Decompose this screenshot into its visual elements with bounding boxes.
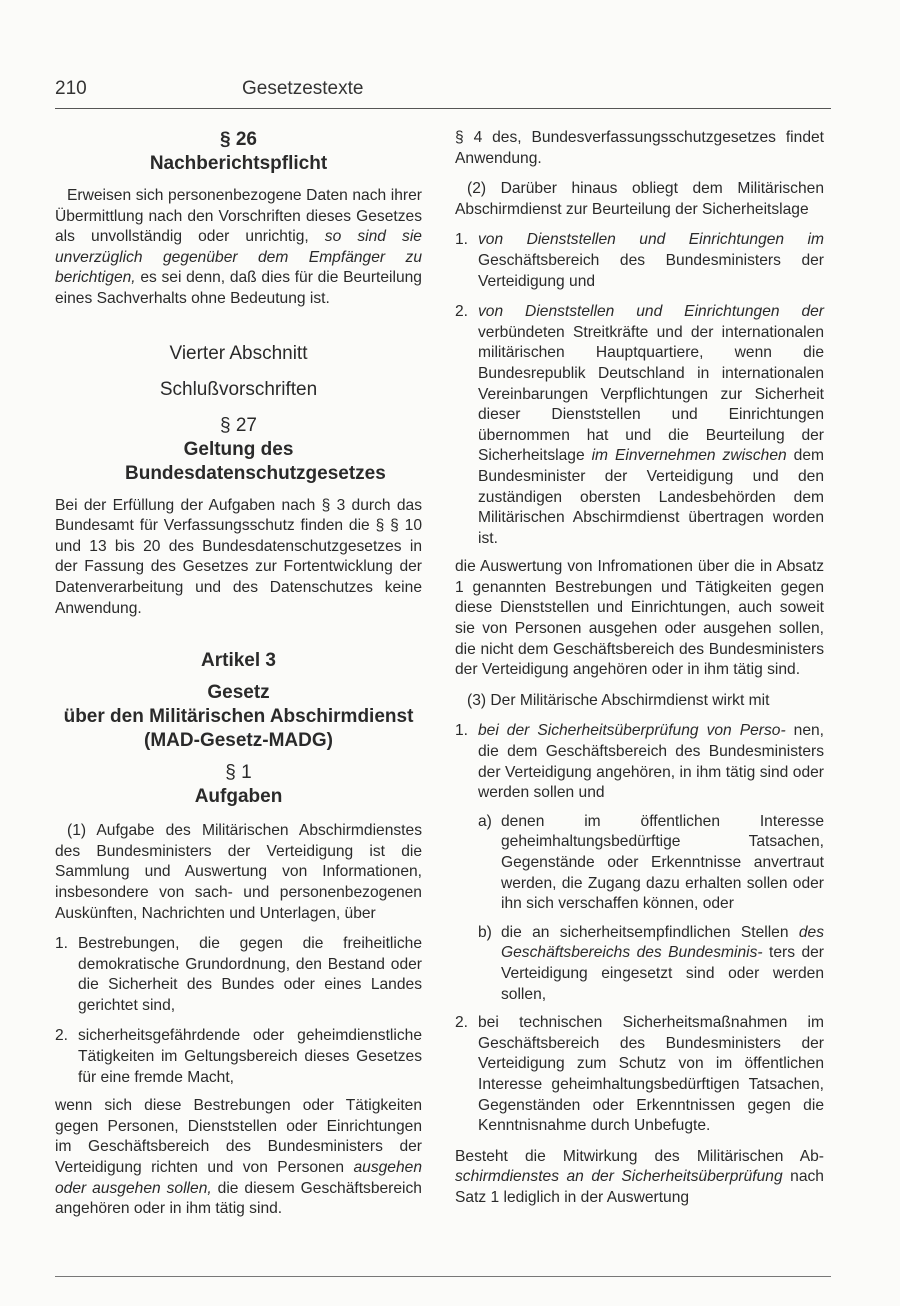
s1-close-b: ausgehen oder ausgehen sollen, [55,1159,422,1197]
artikel-heading: Artikel 3 [201,650,276,672]
abs2-closing: die Auswertung von Infromationen über die in Absatz 1 genannten Bestrebungen und Tätigkeiten gegen diese Dienststellen und Einrichtungen, auch soweit sie von Personen ausgehen oder ausgehen sollen, die nicht dem Geschäftsbereich des Bundesministers der Verteidigung angehören oder in ihm tätig sind. [455,558,824,679]
section-1-abs1: (1) Aufgabe des Militärischen Abschirmdienstes des Bundesministers der Verteidigung ist die Sammlung und Auswertung von Informationen, insbesondere von sach- und personenbezogenen Auskünften, Nachrichten und Unterlagen, über [55,822,422,922]
close-b: schirmdienstes an der Sicherheitsüberprüfung [455,1168,783,1186]
sublist-item-text-italic: des Geschäftsbereichs des Bundesminis- [501,923,824,962]
gesetz-title-1: Gesetz [207,682,270,704]
section-1-number: § 1 [225,762,252,784]
list-item-text-italic: bei der Sicherheitsüberprüfung von Perso- [478,722,786,740]
section-26-number: § 26 [220,129,257,150]
sublist-item-text: die an sicherheitsempfindlichen Stellen [501,923,789,941]
schlussvorschriften-heading: Schlußvorschriften [159,378,318,400]
list-item [455,721,824,803]
s26-text-c: es sei denn, daß dies für die Beurteilung eines Sachverhalts ohne Bedeutung ist. [55,269,422,307]
section-1-title: Aufgaben [194,786,283,808]
running-title: Gesetzestexte [242,78,364,99]
sublist-item [455,812,824,915]
footer-rule [55,1276,831,1277]
list-item [55,1026,422,1088]
right-column [455,128,824,1209]
section-27-title: Geltung des Bundesdatenschutzgesetzes [125,438,386,484]
section-27-number: § 27 [220,414,257,436]
list-item-text: Geschäftsbereich des Bundesministers der Verteidigung und [478,251,824,290]
close-a: Besteht die Mitwirkung des Militärischen Ab- [455,1147,824,1165]
gesetz-title-3: (MAD-Gesetz-MADG) [144,730,333,752]
sublist-item-text: ters der Verteidigung eingesetzt sind oder werden sollen, [501,944,825,1003]
list-item [455,230,824,292]
continuation-text: § 4 des, Bundesverfassungsschutzgesetzes findet Anwendung. [455,129,824,167]
section-26-title: Nachberichtspflicht [149,153,328,174]
s1-close-c: die diesem Geschäftsbereich angehören oder in ihm tätig sind. [55,1179,422,1218]
left-column [55,128,422,1220]
section-27-text: Bei der Erfüllung der Aufgaben nach § 3 durch das Bundesamt für Verfassungsschutz finden die § § 10 und 13 bis 20 des Bundesdatenschutzgesetzes in der Fassung des Gesetzes zur Fortentwicklung der Datenverarbeitung und des Datenschutzes keine Anwendung. [55,496,422,617]
abs2-list [455,230,824,549]
list-item [455,302,824,549]
sublist-item [455,923,824,1005]
page-number: 210 [55,78,87,99]
list-item-text: verbündeten Streitkräfte und der internationalen militärischen Hauptquartiere, wenn die Bundesrepublik Deutschland in internationalen Vereinbarungen Verpflichtungen zur Sicherheit dieser Dienststellen und Einrichtungen übernommen hat und die Beurteilung der Sicherheitslage [478,323,824,465]
right-closing [455,1147,824,1209]
abs3-intro: (3) Der Militärische Abschirmdienst wirkt mit [467,691,770,709]
list-item [55,934,422,1016]
list-item-text-italic: von Dienststellen und Einrichtungen der [478,303,824,321]
list-item-text: bei technischen Sicherheitsmaßnahmen im Geschäftsbereich des Bundesministers der Verteidigung zum Schutz von im öffentlichen Interesse geheimhaltungsbedürftigen Tatsachen, Gegenständen oder Erkenntnissen gegen die Kenntnisnahme durch Unbefugte. [478,1014,824,1135]
list-item [455,1013,824,1137]
abschnitt-heading: Vierter Abschnitt [169,342,308,364]
abs3-sublist [455,812,824,1005]
list-item-text-italic: von Dienststellen und Einrichtungen im [478,231,824,249]
sublist-item-text: denen im öffentlichen Interesse geheimhaltungsbedürftige Tatsachen, Gegenstände oder Erkenntnisse anvertraut werden, die Zugang dazu erhalten sollen oder ihn sich verschaffen können, oder [501,812,824,913]
section-26-text [55,186,422,310]
s26-text-b: so sind sie unverzüglich gegenüber dem Empfänger zu berichtigen, [55,228,422,287]
section-1-closing [55,1096,422,1220]
list-item-text: dem Bundesminister der Verteidigung und den zuständigen obersten Landesbehörden dem Militärischen Abschirmdienst übertragen worden ist. [478,447,824,547]
abs3-list [455,721,824,803]
list-item-number: 2. [55,1027,69,1045]
list-item-number: 1. [455,722,469,740]
sublist-item-letter: b) [478,923,492,941]
list-item-text-italic: im Einvernehmen zwischen [591,447,787,465]
abs3-list-2 [455,1013,824,1137]
list-item-number: 2. [455,1014,469,1032]
header-rule [55,108,831,109]
list-item-text: nen, die dem Geschäftsbereich des Bundesministers der Verteidigung angehören, in ihm tätig sind oder werden sollen und [478,722,824,802]
section-1-list [55,934,422,1088]
s26-text-a: Erweisen sich personenbezogene Daten nach ihrer Übermittlung nach den Vorschriften dieses Gesetzes als unvollständig oder unrichtig, [55,187,422,246]
abs2-intro: (2) Darüber hinaus obliegt dem Militärischen Abschirmdienst zur Beurteilung der Sicherheitslage [455,180,824,218]
list-item-text: Bestrebungen, die gegen die freiheitliche demokratische Grundordnung, den Bestand oder die Sicherheit des Bundes oder eines Landes gerichtet sind, [78,935,422,1014]
sublist-item-letter: a) [478,812,492,830]
close-c: nach Satz 1 lediglich in der Auswertung [455,1168,824,1206]
list-item-number: 1. [55,935,69,953]
gesetz-title-2: über den Militärischen Abschirmdienst [63,706,414,728]
list-item-number: 2. [455,303,469,321]
page-header [55,78,830,108]
list-item-text: sicherheitsgefährdende oder geheimdienstliche Tätigkeiten im Geltungsbereich dieses Gesetzes für eine fremde Macht, [78,1027,422,1086]
list-item-number: 1. [455,231,469,249]
s1-close-a: wenn sich diese Bestrebungen oder Tätigkeiten gegen Personen, Dienststellen oder Einrichtungen im Geschäftsbereich des Bundesministers der Verteidigung richten und von Personen [55,1097,422,1177]
